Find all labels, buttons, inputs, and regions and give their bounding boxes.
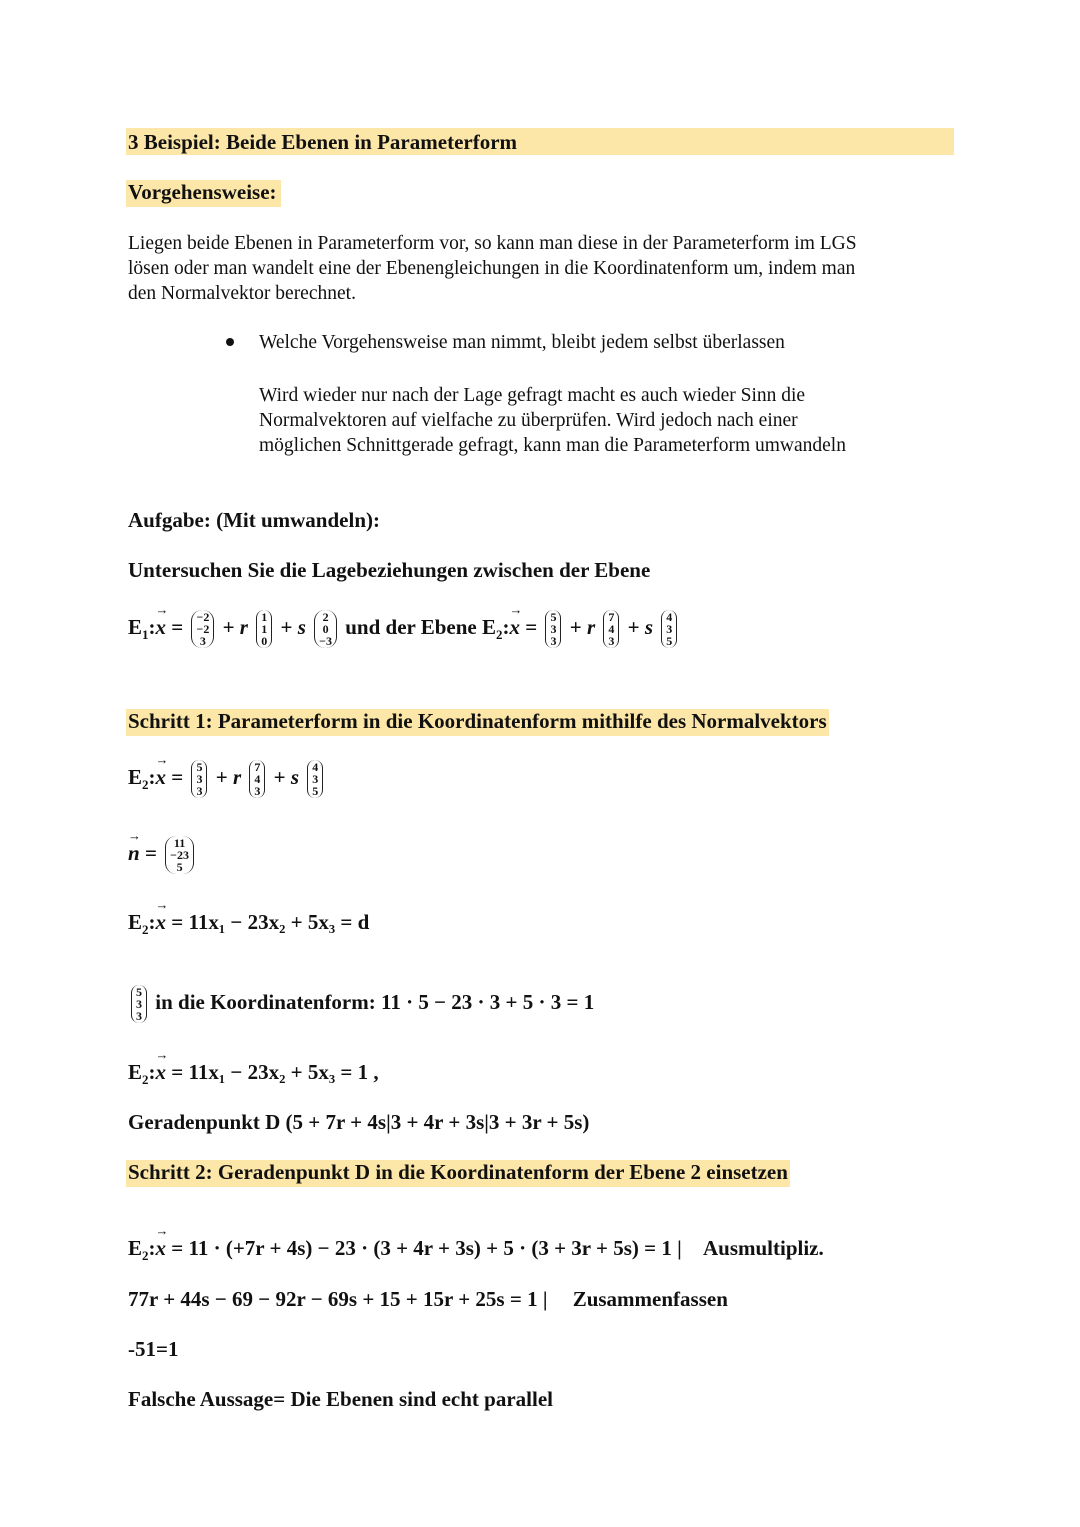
vorgehen-label: Vorgehensweise:: [126, 180, 281, 207]
task-text: Untersuchen Sie die Lagebeziehungen zwischen der Ebene: [128, 558, 651, 582]
calc1-note: Ausmultipliz.: [702, 1236, 824, 1260]
e2-direction-vector-1: 7 4 3: [249, 760, 265, 798]
coordinate-form-result: $E_2:\to x = 11x_1 - 23x_2 + 5x_3 = 1$ ,: [128, 1060, 379, 1088]
calculation-line-2: 77r + 44s − 69 − 92r − 69s + 15 + 15r + 25s = 1 | Zusammenfassen: [128, 1287, 728, 1311]
schritt-2-heading: Schritt 2: Geradenpunkt D in die Koordinatenform der Ebene 2 einsetzen: [126, 1160, 790, 1187]
e2-direction-vector-2: 4 3 5: [661, 610, 677, 648]
note-paragraph: [259, 383, 846, 458]
geradenpunkt-line: Geradenpunkt D (5 + 7r + 4s|3 + 4r + 3s|3 + 3r + 5s): [128, 1110, 590, 1134]
schritt-1-heading: Schritt 1: Parameterform in die Koordinatenform mithilfe des Normalvektors: [126, 709, 829, 736]
und-text: und der Ebene: [345, 614, 477, 639]
e1-direction-vector-2: 2 0 −3: [314, 610, 337, 648]
e2-support-vector: 5 3 3: [545, 610, 561, 648]
intro-line-2: lösen oder man wandelt eine der Ebenengleichungen in die Koordinatenform um, indem man: [128, 258, 856, 279]
e2-label: $E_2$: [481, 614, 503, 642]
e1-label: $E_1$: [128, 614, 149, 642]
intro-line-3: den Normalvektor berechnet.: [128, 283, 356, 304]
intro-line-1: Liegen beide Ebenen in Parameterform vor, so kann man diese in der Parameterform im LGS: [128, 233, 857, 254]
e2-direction-vector-2: 4 3 5: [307, 760, 323, 798]
note-line-2: Normalvektoren auf vielfache zu überprüfen. Wird jedoch nach einer: [259, 410, 798, 431]
note-line-3: möglichen Schnittgerade gefragt, kann man die Parameterform umwandeln: [259, 435, 846, 456]
e2-direction-vector-1: 7 4 3: [603, 610, 619, 648]
calc2-note: Zusammenfassen: [572, 1287, 728, 1311]
coordinate-form-d: $E_2:\to x = 11x_1 - 23x_2 + 5x_3 = d$: [128, 910, 369, 938]
intro-paragraph: [128, 231, 857, 306]
e1-direction-vector-1: 1 1 0: [256, 610, 272, 648]
note-line-1: Wird wieder nur nach der Lage gefragt macht es auch wieder Sinn die: [259, 385, 806, 406]
e2-parameter-form: $E_2:\to x$ = 5 3 3 + r 7 4 3 + s 4 3 5: [128, 760, 326, 798]
e1-support-vector: −2 −2 3: [191, 610, 214, 648]
normal-vector: 11 −23 5: [165, 836, 194, 874]
bullet-text: Welche Vorgehensweise man nimmt, bleibt jedem selbst überlassen: [259, 332, 785, 353]
section-title: 3 Beispiel: Beide Ebenen in Parameterform: [128, 130, 518, 154]
conclusion-line: Falsche Aussage= Die Ebenen sind echt parallel: [128, 1387, 553, 1411]
e2-support-vector: 5 3 3: [191, 760, 207, 798]
e2-support-vector: 5 3 3: [131, 985, 147, 1023]
aufgabe-heading: Aufgabe: (Mit umwandeln):: [128, 508, 380, 532]
bullet-dot: [226, 338, 234, 346]
plane-equations-line: $E_1:\to x$ = −2 −2 3 + r 1 1 0 + s 2 0 −3 und der Ebene $E_2:\to x$ = 5 3 3 + r 7 4 3 + s 4 3 5: [128, 610, 680, 648]
result-line: -51=1: [128, 1337, 179, 1361]
insert-point-line: 5 3 3 in die Koordinatenform: 11 · 5 − 23 · 3 + 5 · 3 = 1: [128, 985, 594, 1023]
calculation-line-1: $E_2:\to x = 11 \cdot (+7r + 4s) - 23 \cdot (3 + 4r + 3s) + 5 \cdot (3 + 3r + 5s) = 1$ | Ausmultipliz.: [128, 1236, 824, 1264]
normal-vector-line: → n = 11 −23 5: [128, 836, 197, 874]
